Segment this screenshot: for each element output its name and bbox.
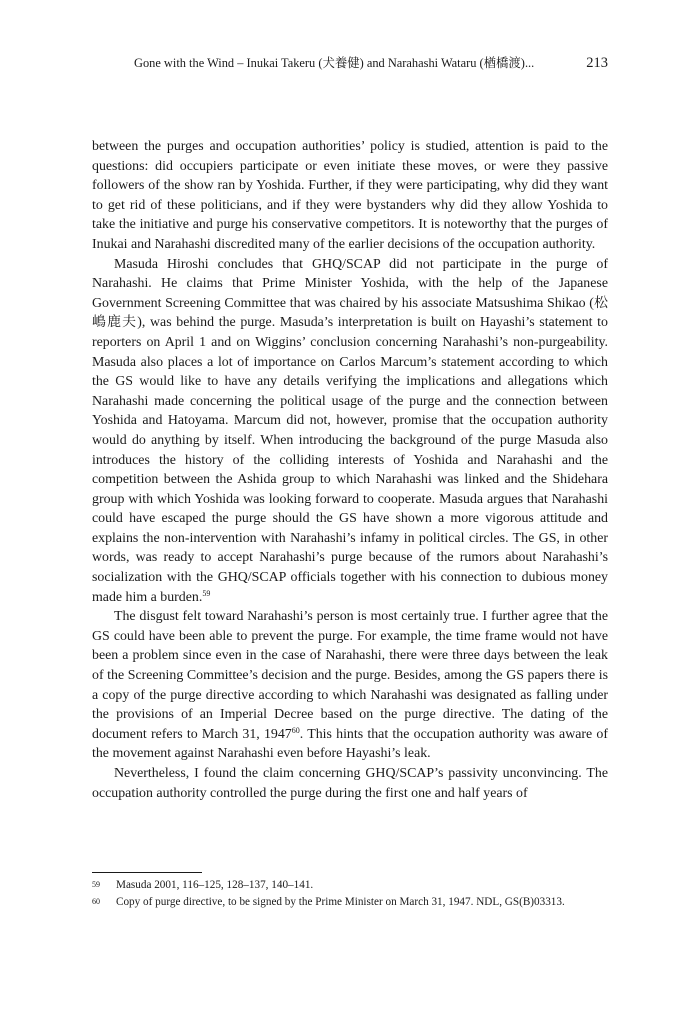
- paragraph-4-text: Nevertheless, I found the claim concerning GHQ/SCAP’s passivity unconvincing. The occupation authority controlled the purge during the first one and half years of: [92, 766, 608, 801]
- footnotes: [92, 878, 608, 912]
- paragraph-4: [92, 764, 608, 803]
- footnote-60: [92, 895, 608, 910]
- paragraph-3-text-after: . This hints that the occupation authority was aware of the movement against Narahashi even before Hayashi’s leak.: [92, 726, 608, 762]
- body-text: [92, 137, 608, 803]
- footnote-number: 60: [92, 897, 100, 906]
- footnote-text: Masuda 2001, 116–125, 128–137, 140–141.: [116, 879, 314, 891]
- footnote-number: 59: [92, 880, 100, 889]
- paragraph-1: [92, 137, 608, 255]
- footnote-ref-60[interactable]: 60: [291, 725, 300, 735]
- paragraph-3: [92, 607, 608, 764]
- running-title: Gone with the Wind – Inukai Takeru (犬養健) and Narahashi Wataru (楢橋渡)...: [134, 56, 535, 70]
- footnote-59: [92, 878, 608, 893]
- running-header: [92, 53, 608, 73]
- paragraph-1-text: between the purges and occupation authorities’ policy is studied, attention is paid to the questions: did occupiers participate or even initiate these moves, or were they passive followers of the show ran by Yoshida. Further, if they were participating, why did they want to get rid of these politicians, and if they were bystanders why did they allow Yoshida to take the initiative and purge his conservative competitors. It is noteworthy that the purges of Inukai and Narahashi discredited many of the earlier decisions of the occupation authority.: [92, 139, 608, 252]
- footnote-ref-59[interactable]: 59: [202, 588, 211, 598]
- paragraph-2: [92, 255, 608, 608]
- paragraph-3-text-before: The disgust felt toward Narahashi’s person is most certainly true. I further agree that the GS could have been able to prevent the purge. For example, the time frame would not have been a problem since even in the case of Narahashi, there were three days between the leak of the Screening Committee’s decision and the purge. Besides, among the GS papers there is a copy of the purge directive according to which Narahashi was designated as falling under the provisions of an Imperial Decree based on the purge directive. The dating of the document refers to March 31, 1947: [92, 609, 608, 742]
- paragraph-2-text: Masuda Hiroshi concludes that GHQ/SCAP did not participate in the purge of Narahashi. He claims that Prime Minister Yoshida, with the help of the Japanese Government Screening Committee that was chaired by his associate Matsushima Shikao (松嶋鹿夫), was behind the purge. Masuda’s interpretation is built on Hayashi’s statement to reporters on April 1 and on Wiggins’ conclusion concerning Narahashi’s non-purgeability. Masuda also places a lot of importance on Carlos Marcum’s statement according to which the GS would like to have any details verifying the implications and allegations which Narahashi made concerning the political usage of the purge and the connection between Yoshida and Hatoyama. Marcum did not, however, promise that the occupation authority would do anything by itself. When introducing the background of the purge Masuda also introduces the history of the colliding interests of Yoshida and Narahashi and the competition between the Ashida group to which Narahashi was linked and the Shidehara group with which Yoshida was looking forward to cooperate. Masuda argues that Narahashi could have escaped the purge should the GS have shown a more vigorous attitude and explains the non-intervention with Narahashi’s infamy in political circles. The GS, in other words, was ready to accept Narahashi’s purge because of the rumors about Narahashi’s socialization with the GHQ/SCAP officials together with his connection to dubious money made him a burden.: [92, 256, 608, 605]
- page-number: 213: [586, 55, 608, 71]
- footnote-divider: [92, 872, 202, 873]
- footnote-text: Copy of purge directive, to be signed by the Prime Minister on March 31, 1947. NDL, GS(B)03313.: [116, 896, 565, 908]
